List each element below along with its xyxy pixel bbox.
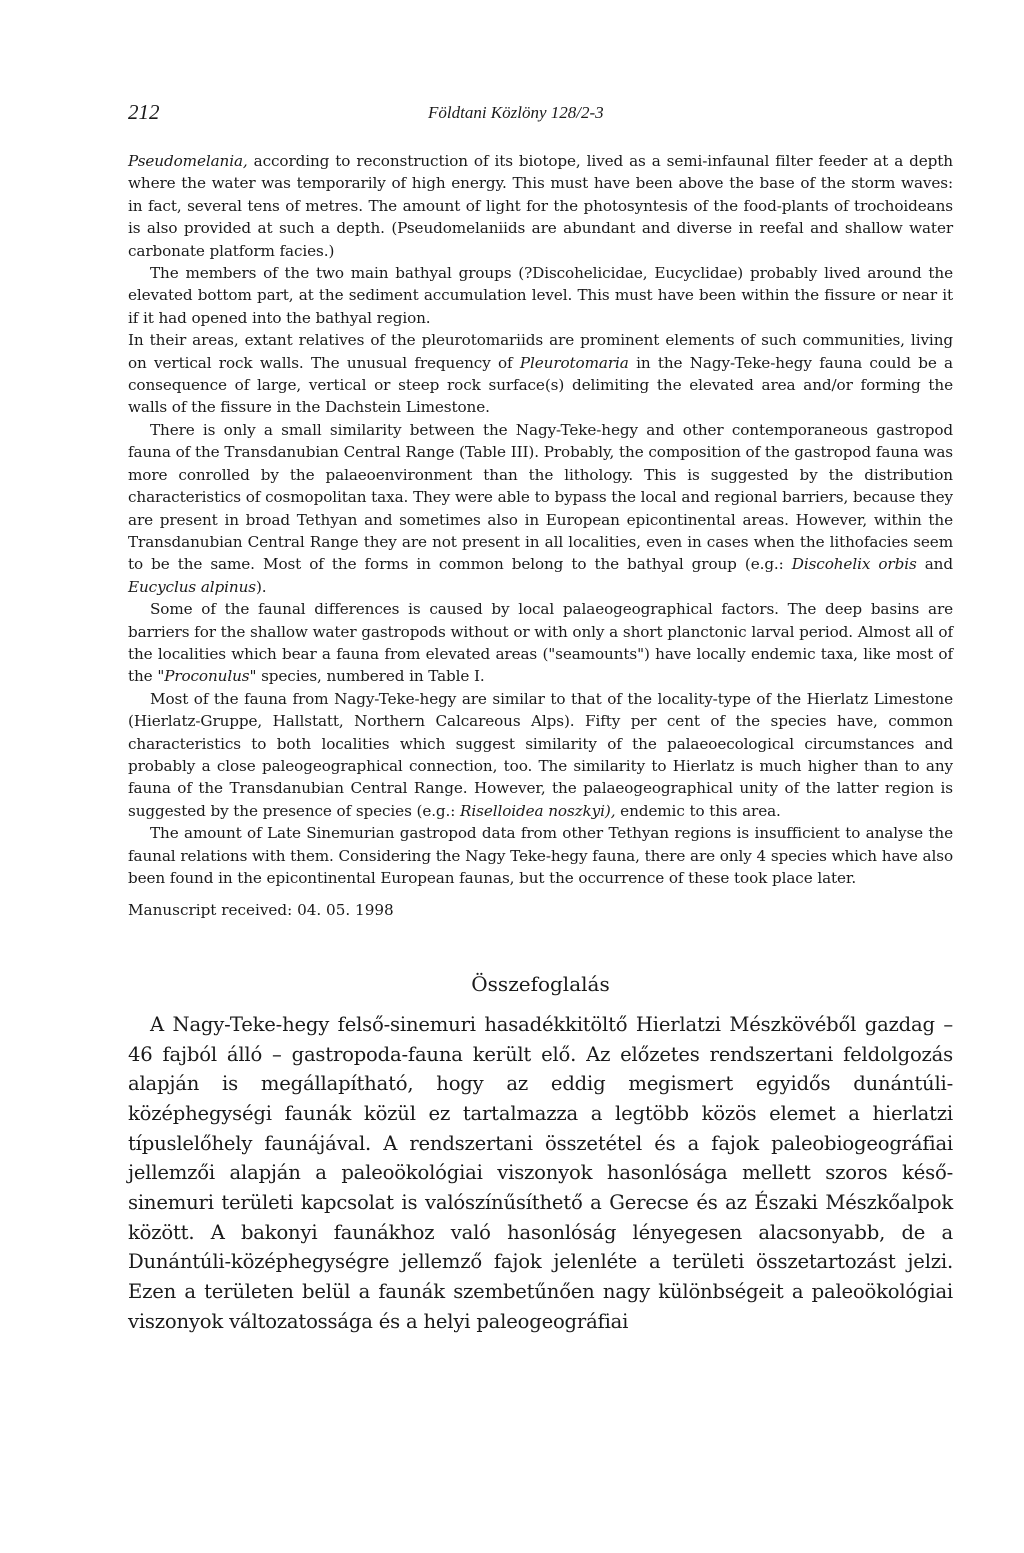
summary-paragraph: A Nagy-Teke-hegy felső-sinemuri hasadékkitöltő Hierlatzi Mészkövéből gazdag – 46 fajból álló – gastropoda-fauna került elő. Az előzetes rendszertani feldolgozás alapján is megállapítható, hogy az eddig megismert egyidős dunántúli-középhegységi faunák közül ez tartalmazza a legtöbb közös elemet a hierlatzi típuslelőhely faunájával. A rendszertani összetétel és a fajok paleobiogeográfiai jellemzői alapján a paleoökológiai viszonyok hasonlósága mellett szoros késő-sinemuri területi kapcsolat is valószínűsíthető a Gerecse és az Északi Mészkőalpok között. A bakonyi faunákhoz való hasonlóság lényegesen alacsonyabb, de a Dunántúli-középhegységre jellemző fajok jelenléte a területi összetartozást jelzi. Ezen a területen belül a faunák szembetűnően nagy különbségeit a paleoökológiai viszonyok változatossága és a helyi paleogeográfiai xyxy=(128,1012,953,1333)
taxon-name: Pseudomelania, xyxy=(128,152,248,170)
paragraph-4: There is only a small similarity between the Nagy-Teke-hegy and other contemporaneous gastropod fauna of the Transdanubian Central Range (Table III). Probably, the composition of the gastropod fauna was more conrolled by the palaeoenvironment than the lithology. This is suggested by the distribution characteristics of cosmopolitan taxa. They were able to bypass the local and regional barriers, because they are present in broad Tethyan and sometimes also in European epicontinental areas. However, within the Transdanubian Central Range they are not present in all localities, even in cases when the lithofacies seem to be the same. Most of the forms in common belong to the bathyal group (e.g.: Discohelix orbis and Eucyclus alpinus). xyxy=(128,420,953,596)
taxon-name: Discohelix orbis xyxy=(791,555,917,574)
paragraph-5: Some of the faunal differences is caused by local palaeogeographical factors. The deep basins are barriers for the shallow water gastropods without or with only a short planctonic larval period. Almost all of the localities which bear a fauna from elevated areas ("seamounts") have locally endemic taxa, like most of the "Proconulus" species, numbered in Table I. xyxy=(128,600,953,686)
summary-body xyxy=(128,1010,953,1337)
page-number: 212 xyxy=(128,100,160,124)
summary-heading: Összefoglalás xyxy=(471,971,610,996)
taxon-name: Pleurotomaria xyxy=(519,353,629,372)
paragraph-2: The members of the two main bathyal groups (?Discohelicidae, Eucyclidae) probably lived around the elevated bottom part, at the sediment accumulation level. This must have been within the fissure or near it if it had opened into the bathyal region. xyxy=(128,264,953,327)
article-body xyxy=(128,150,953,889)
paragraph-1: Pseudomelania, according to reconstruction of its biotope, lived as a semi-infaunal filter feeder at a depth where the water was temporarily of high energy. This must have been above the base of the storm waves: in fact, several tens of metres. The amount of light for the photosyntesis of the food-plants of trochoideans is also provided at such a depth. (Pseudomelaniids are abundant and diverse in reefal and shallow water carbonate platform facies.) xyxy=(128,152,953,260)
paragraph-6: Most of the fauna from Nagy-Teke-hegy are similar to that of the locality-type of the Hierlatz Limestone (Hierlatz-Gruppe, Hallstatt, Northern Calcareous Alps). Fifty per cent of the species have, common characteristics to both localities which suggest similarity of the palaeoecological circumstances and probably a close paleogeographical connection, too. The similarity to Hierlatz is much higher than to any fauna of the Transdanubian Central Range. However, the palaeogeographical unity of the latter region is suggested by the presence of species (e.g.: Riselloidea noszkyi), endemic to this area. xyxy=(128,689,953,820)
paragraph-3: In their areas, extant relatives of the pleurotomariids are prominent elements of such communities, living on vertical rock walls. The unusual frequency of Pleurotomaria in the Nagy-Teke-hegy fauna could be a consequence of large, vertical or steep rock surface(s) delimiting the elevated area and/or forming the walls of the fissure in the Dachstein Limestone. xyxy=(128,331,953,417)
taxon-name: Eucyclus alpinus xyxy=(128,577,256,596)
taxon-name: "Proconulus" xyxy=(157,667,257,686)
journal-title: Földtani Közlöny 128/2-3 xyxy=(428,103,604,122)
manuscript-received: Manuscript received: 04. 05. 1998 xyxy=(128,901,394,920)
running-header xyxy=(128,100,953,130)
page xyxy=(128,100,953,1337)
paragraph-7: The amount of Late Sinemurian gastropod data from other Tethyan regions is insufficient to analyse the faunal relations with them. Considering the Nagy Teke-hegy fauna, there are only 4 species which have also been found in the epicontinental European faunas, but the occurrence of these took place later. xyxy=(128,824,953,887)
taxon-name: Riselloidea noszkyi), xyxy=(460,801,616,820)
